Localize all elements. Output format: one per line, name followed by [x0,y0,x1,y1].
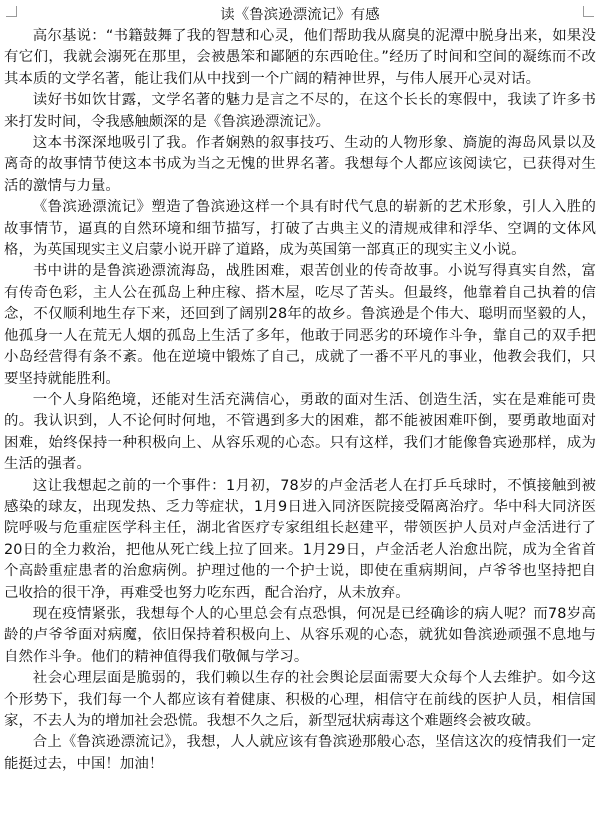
paragraph-8: 现在疫情紧张，我想每个人的心里总会有点恐惧，何况是已经确诊的病人呢？而78岁高龄的卢爷爷面对病魔，依旧保持着积极向上、从容乐观的心态，就犹如鲁滨逊顽强不息地与自然作斗争。他们的精神值得我们敬佩与学习。 [4,605,596,665]
paragraph-5: 书中讲的是鲁滨逊漂流海岛，战胜困难，艰苦创业的传奇故事。小说写得真实自然，富有传奇色彩，主人公在孤岛上种庄稼、搭木屋，吃尽了苦头。但最终，他靠着自己执着的信念，不仅顺利地生存下来，还回到了阔别28年的故乡。鲁滨逊是个伟大、聪明而坚毅的人，他孤身一人在荒无人烟的孤岛上生活了多年，他敢于同恶劣的环境作斗争，靠自己的双手把小岛经营得有条不紊。他在逆境中锻炼了自己，成就了一番不平凡的事业，他教会我们，只要坚持就能胜利。 [4,263,596,387]
paragraph-6: 一个人身陷绝境，还能对生活充满信心，勇敢的面对生活、创造生活，实在是难能可贵的。我认识到，人不论何时何地，不管遇到多大的困难，都不能被困难吓倒，要勇敢地面对困难，始终保持一种积极向上、从容乐观的心态。只有这样，我们才能像鲁宾逊那样，成为生活的强者。 [4,391,596,473]
paragraph-4: 《鲁滨逊漂流记》塑造了鲁滨逊这样一个具有时代气息的崭新的艺术形象，引人入胜的故事情节，逼真的自然环境和细节描写，打破了古典主义的清规戒律和浮华、空调的文体风格，为英国现实主义启蒙小说开辟了道路，成为英国第一部真正的现实主义小说。 [4,199,596,259]
document-title: 读《鲁滨逊漂流记》有感 [220,7,380,23]
document-body [4,4,596,775]
paragraph-7: 这让我想起之前的一个事件：1月初，78岁的卢金活老人在打乒乓球时，不慎接触到被感染的球友，出现发热、乏力等症状，1月9日进入同济医院接受隔离治疗。华中科大同济医院呼吸与危重症医学科主任，湖北省医疗专家组组长赵建平，带领医护人员对卢金活进行了20日的全力救治，把他从死亡线上拉了回来。1月29日，卢金活老人治愈出院，成为全省首个高龄重症患者的治愈病例。护理过他的一个护士说，即使在重病期间，卢爷爷也坚持把自己收拾的很干净，再难受也努力吃东西，配合治疗，从未放弃。 [4,477,596,601]
paragraph-10: 合上《鲁滨逊漂流记》，我想，人人就应该有鲁滨逊那般心态，坚信这次的疫情我们一定能挺过去，中国！加油！ [4,734,596,772]
paragraph-1: 高尔基说：“书籍鼓舞了我的智慧和心灵，他们帮助我从腐臭的泥潭中脱身出来，如果没有它们，我就会溺死在那里，会被愚笨和鄙陋的东西呛住。”经历了时间和空间的凝练而不改其本质的文学名著，能让我们从中找到一个广阔的精神世界，与伟人展开心灵对话。 [4,28,596,87]
paragraph-2: 读好书如饮甘露，文学名著的魅力是言之不尽的，在这个长长的寒假中，我读了许多书来打发时间，令我感触颇深的是《鲁滨逊漂流记》。 [4,92,596,130]
paragraph-3: 这本书深深地吸引了我。作者娴熟的叙事技巧、生动的人物形象、旖旎的海岛风景以及离奇的故事情节使这本书成为当之无愧的世界名著。我想每个人都应该阅读它，已获得对生活的激情与力量。 [4,135,596,194]
paragraph-9: 社会心理层面是脆弱的，我们赖以生存的社会舆论层面需要大众每个人去维护。如今这个形势下，我们每一个人都应该有着健康、积极的心理，相信守在前线的医护人员，相信国家，不去人为的增加社会恐慌。我想不久之后，新型冠状病毒这个难题终会被攻破。 [4,670,596,729]
